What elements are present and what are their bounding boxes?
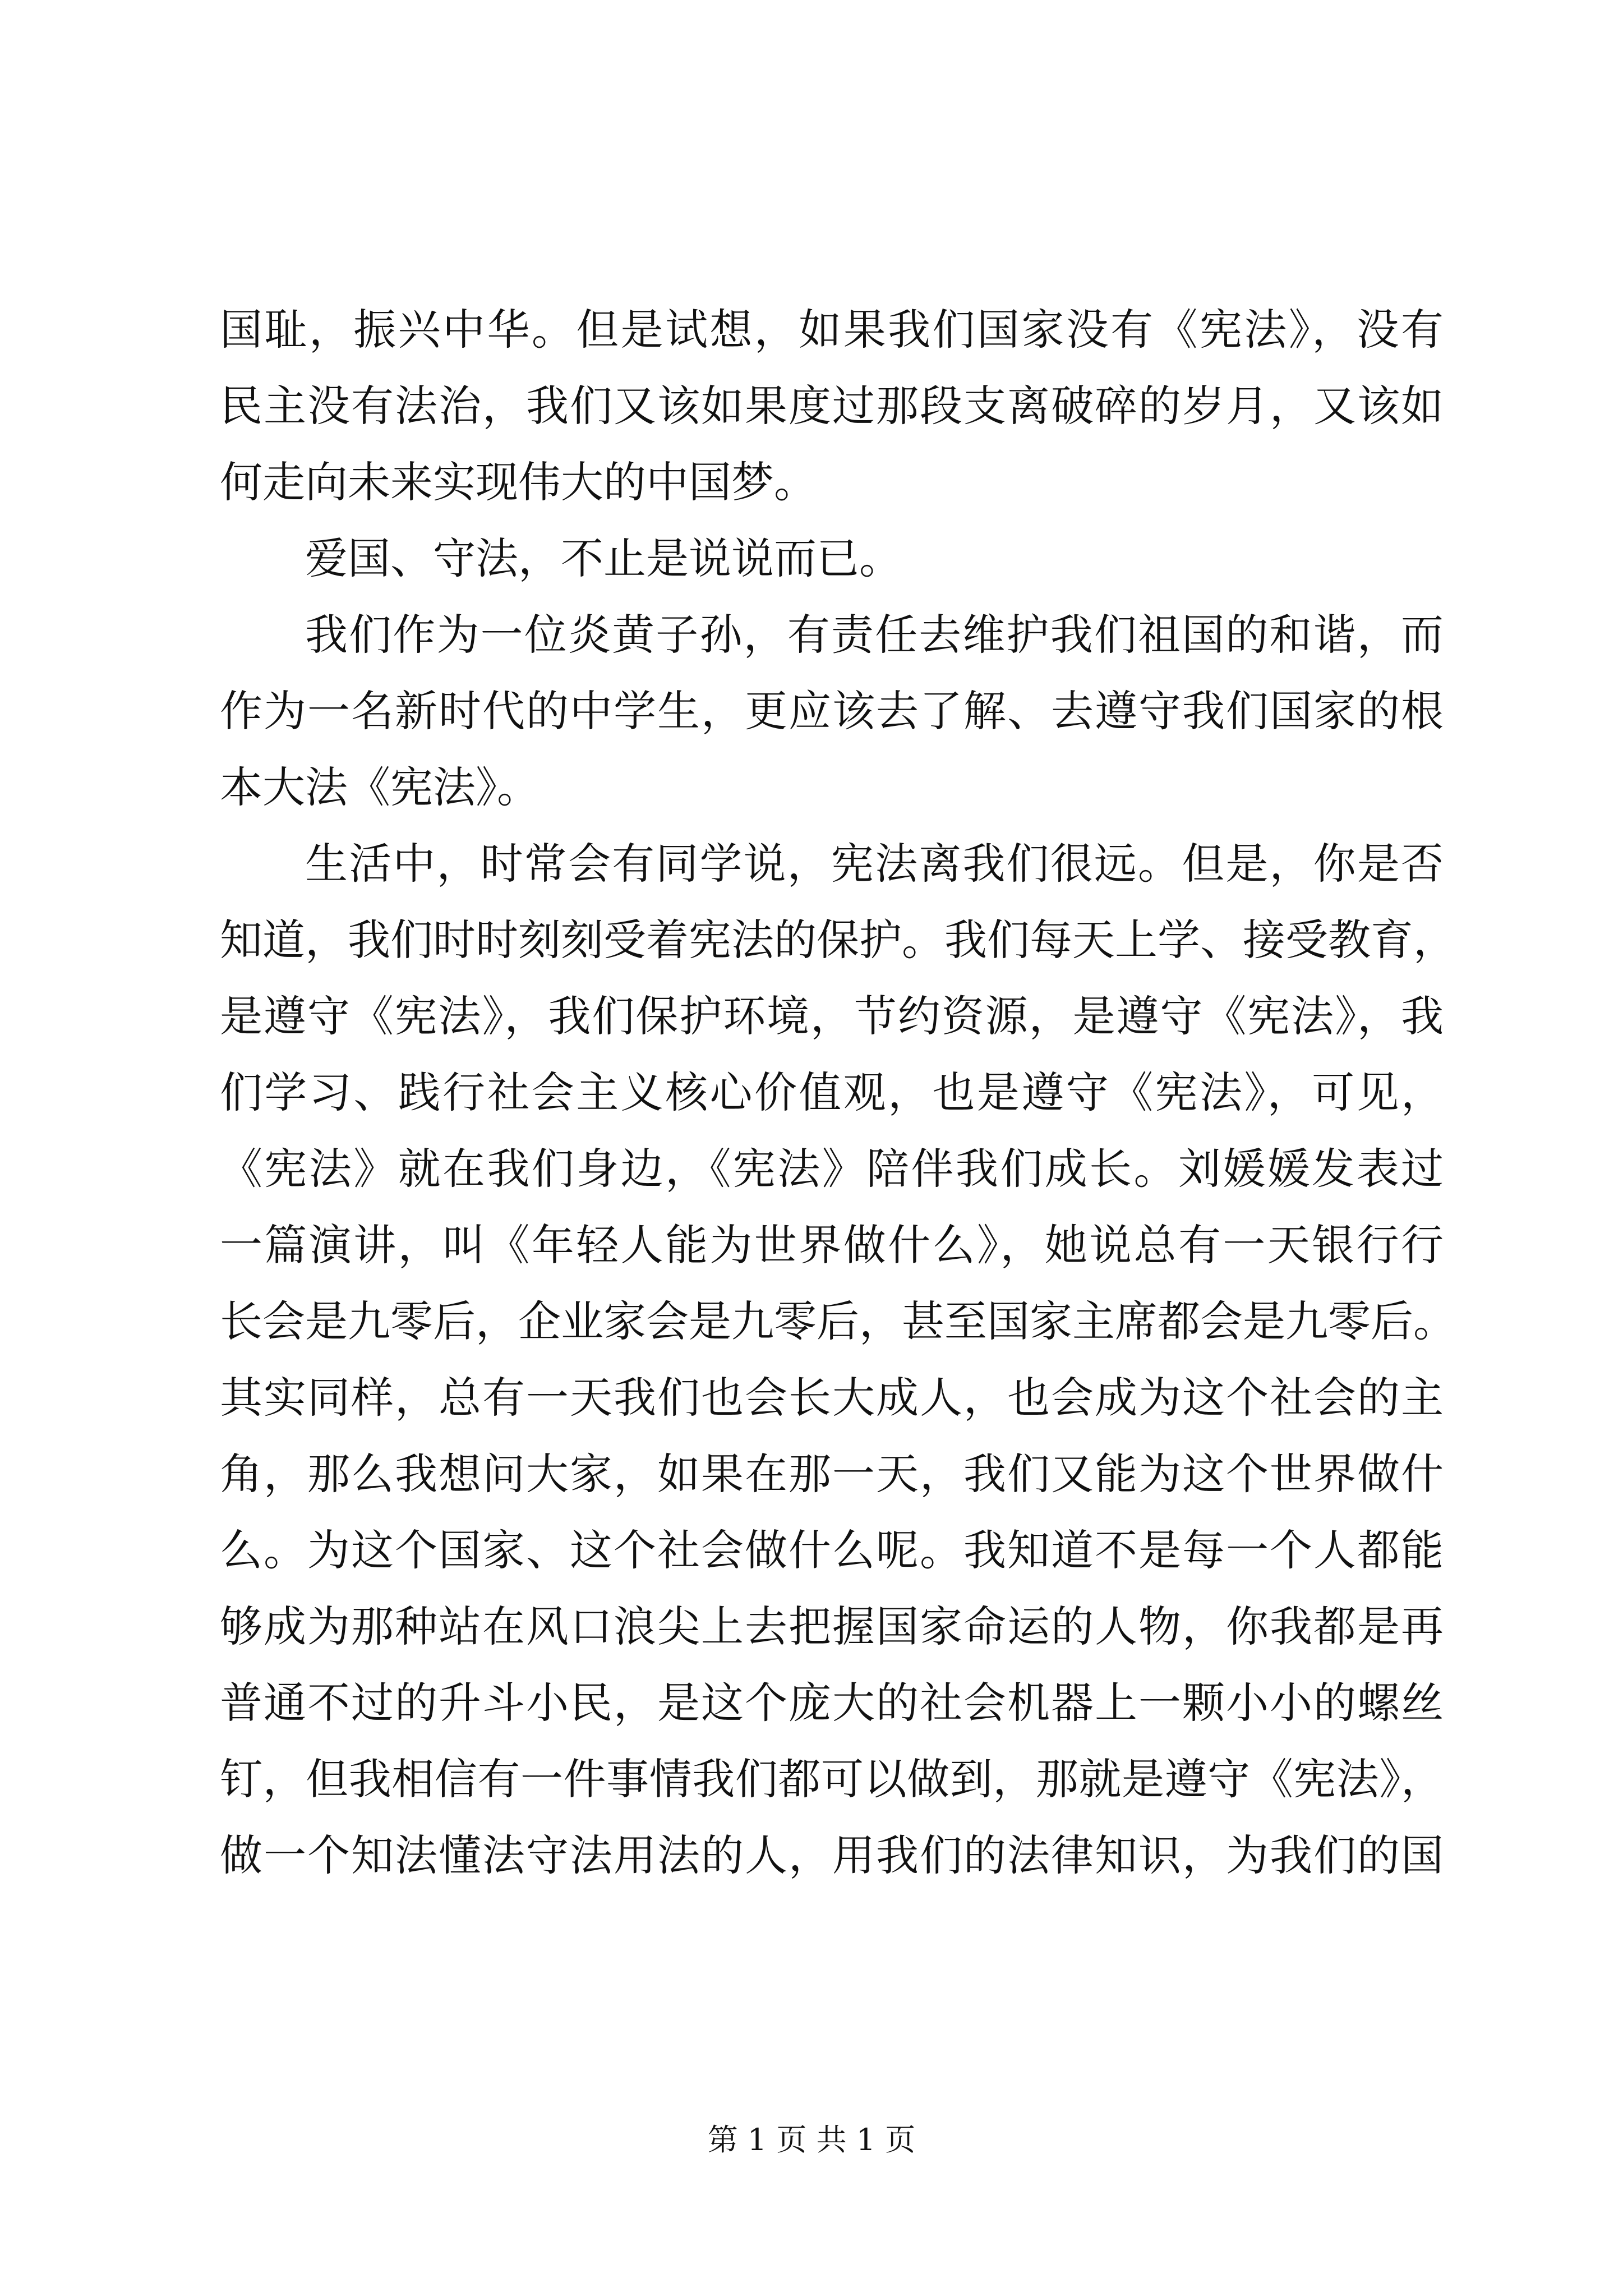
text-line: 够成为那种站在风口浪尖上去把握国家命运的人物，你我都是再 — [220, 1602, 1444, 1651]
paragraph-line: 爱国、守法，不止是说说而已。 — [305, 533, 902, 583]
page-footer — [0, 2120, 1623, 2160]
text-line: 何走向未来实现伟大的中国梦。 — [220, 457, 817, 507]
text-line: 们学习、践行社会主义核心价值观，也是遵守《宪法》，可见， — [220, 1068, 1444, 1117]
text-line: 其实同样，总有一天我们也会长大成人，也会成为这个社会的主 — [220, 1373, 1444, 1423]
text-line: 普通不过的升斗小民，是这个庞大的社会机器上一颗小小的螺丝 — [220, 1678, 1444, 1728]
paragraph-line: 我们作为一位炎黄子孙，有责任去维护我们祖国的和谐，而 — [305, 610, 1444, 660]
text-line: 国耻，振兴中华。但是试想，如果我们国家没有《宪法》，没有 — [220, 305, 1444, 355]
text-line: 作为一名新时代的中学生，更应该去了解、去遵守我们国家的根 — [220, 686, 1444, 736]
text-line: 长会是九零后，企业家会是九零后，甚至国家主席都会是九零后。 — [220, 1296, 1456, 1346]
text-line: 角，那么我想问大家，如果在那一天，我们又能为这个世界做什 — [220, 1449, 1444, 1499]
text-line: 钉，但我相信有一件事情我们都可以做到，那就是遵守《宪法》， — [220, 1754, 1444, 1804]
paragraph-line: 生活中，时常会有同学说，宪法离我们很远。但是，你是否 — [305, 839, 1444, 889]
text-line: 做一个知法懂法守法用法的人，用我们的法律知识，为我们的国 — [220, 1830, 1444, 1880]
text-line: 民主没有法治，我们又该如果度过那段支离破碎的岁月，又该如 — [220, 381, 1444, 431]
text-line: 一篇演讲，叫《年轻人能为世界做什么》，她说总有一天银行行 — [220, 1220, 1444, 1270]
text-line: 《宪法》就在我们身边，《宪法》陪伴我们成长。刘媛媛发表过 — [220, 1144, 1444, 1194]
document-body — [220, 292, 1456, 1894]
text-line: 么。为这个国家、这个社会做什么呢。我知道不是每一个人都能 — [220, 1525, 1444, 1575]
page-number: 第 1 页 共 1 页 — [707, 2122, 916, 2157]
text-line: 知道，我们时时刻刻受着宪法的保护。我们每天上学、接受教育， — [220, 915, 1456, 965]
text-line: 是遵守《宪法》，我们保护环境，节约资源，是遵守《宪法》，我 — [220, 991, 1444, 1041]
text-line: 本大法《宪法》。 — [220, 762, 540, 812]
